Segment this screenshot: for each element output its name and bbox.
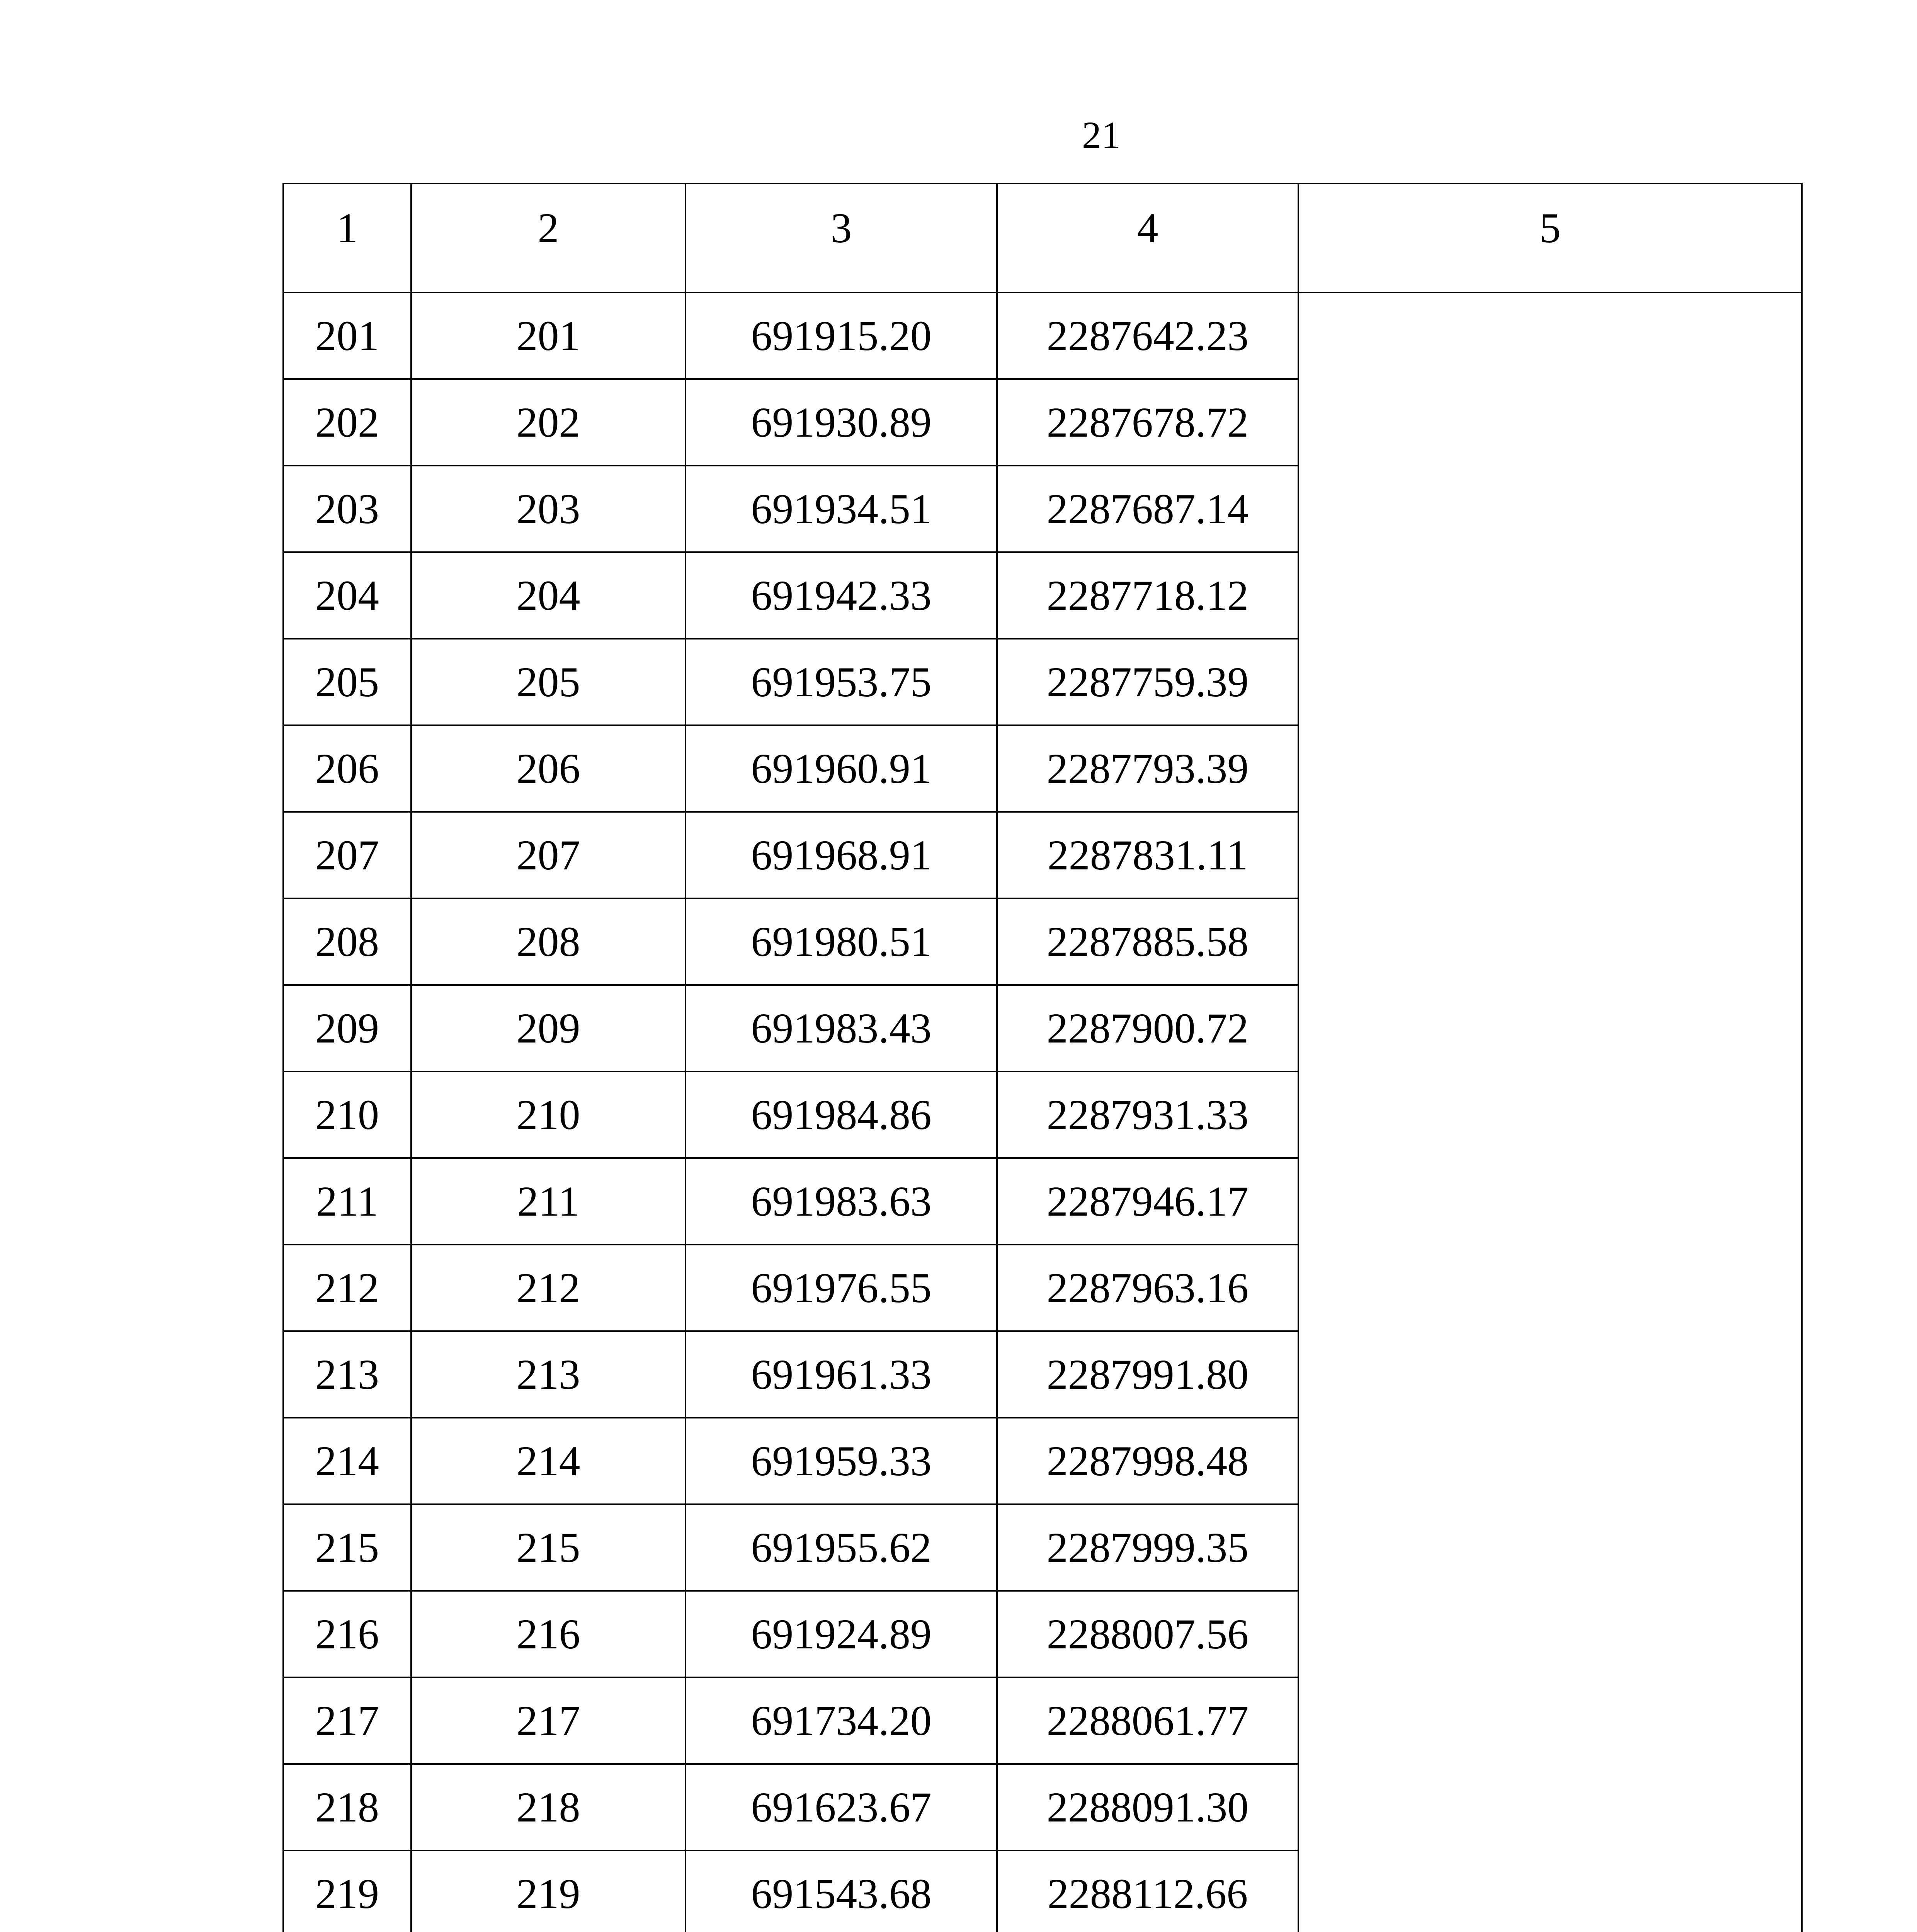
table-cell-col-1: 201 <box>283 293 411 379</box>
table-cell-col-1: 218 <box>283 1764 411 1850</box>
header-row <box>283 184 1802 293</box>
table-cell-col-3: 691983.63 <box>685 1158 997 1245</box>
table-cell-col-4: 2288091.30 <box>997 1764 1298 1850</box>
table-cell-col-3: 691955.62 <box>685 1504 997 1591</box>
header-cell-5: 5 <box>1298 184 1802 293</box>
table-cell-col-1: 219 <box>283 1850 411 1932</box>
table-row <box>283 293 1802 379</box>
table-cell-col-4: 2287931.33 <box>997 1071 1298 1158</box>
table-cell-col-3: 691915.20 <box>685 293 997 379</box>
header-cell-4: 4 <box>997 184 1298 293</box>
table-cell-col-1: 203 <box>283 466 411 552</box>
table-cell-col-4: 2287831.11 <box>997 812 1298 898</box>
table-cell-col-3: 691980.51 <box>685 898 997 985</box>
table-cell-col-3: 691930.89 <box>685 379 997 466</box>
table-cell-col-4: 2287998.48 <box>997 1418 1298 1504</box>
table-cell-col-4: 2287999.35 <box>997 1504 1298 1591</box>
coordinates-table <box>282 183 1803 1932</box>
header-cell-2: 2 <box>411 184 685 293</box>
table-cell-col-4: 2288112.66 <box>997 1850 1298 1932</box>
table-cell-col-1: 202 <box>283 379 411 466</box>
table-cell-col-3: 691983.43 <box>685 985 997 1071</box>
header-cell-3: 3 <box>685 184 997 293</box>
table-cell-col-3: 691934.51 <box>685 466 997 552</box>
table-cell-col-4: 2287678.72 <box>997 379 1298 466</box>
table-cell-col-1: 205 <box>283 639 411 725</box>
table-cell-col-4: 2287963.16 <box>997 1245 1298 1331</box>
table-cell-col-2: 203 <box>411 466 685 552</box>
table-cell-col-2: 213 <box>411 1331 685 1418</box>
table-cell-col-4: 2287759.39 <box>997 639 1298 725</box>
page-number: 21 <box>1082 114 1121 156</box>
table-cell-col-2: 202 <box>411 379 685 466</box>
table-cell-col-3: 691976.55 <box>685 1245 997 1331</box>
table-cell-col-4: 2287718.12 <box>997 552 1298 639</box>
table-cell-col-3: 691623.67 <box>685 1764 997 1850</box>
table-cell-col-3: 691543.68 <box>685 1850 997 1932</box>
table-cell-col-3: 691961.33 <box>685 1331 997 1418</box>
table-cell-col-2: 218 <box>411 1764 685 1850</box>
table-cell-col-4: 2287687.14 <box>997 466 1298 552</box>
table-cell-col-3: 691984.86 <box>685 1071 997 1158</box>
table-cell-col-2: 210 <box>411 1071 685 1158</box>
table-cell-col-4: 2288007.56 <box>997 1591 1298 1677</box>
table-body <box>283 293 1802 1932</box>
table-cell-col-2: 211 <box>411 1158 685 1245</box>
table-cell-col-1: 208 <box>283 898 411 985</box>
table-cell-col-2: 206 <box>411 725 685 812</box>
table-cell-col-1: 207 <box>283 812 411 898</box>
table-cell-col-2: 216 <box>411 1591 685 1677</box>
table-cell-col-3: 691968.91 <box>685 812 997 898</box>
table-cell-col-3: 691953.75 <box>685 639 997 725</box>
table-cell-col-4: 2287900.72 <box>997 985 1298 1071</box>
table-cell-col-2: 217 <box>411 1677 685 1764</box>
table-cell-col-4: 2287793.39 <box>997 725 1298 812</box>
table-cell-col-1: 204 <box>283 552 411 639</box>
table-cell-col-3: 691734.20 <box>685 1677 997 1764</box>
table-cell-col-1: 210 <box>283 1071 411 1158</box>
table-cell-col-2: 201 <box>411 293 685 379</box>
table-cell-col-2: 214 <box>411 1418 685 1504</box>
table-cell-col-2: 207 <box>411 812 685 898</box>
table-cell-col-3: 691942.33 <box>685 552 997 639</box>
table-cell-col-2: 212 <box>411 1245 685 1331</box>
table-cell-col-3: 691960.91 <box>685 725 997 812</box>
table-cell-col-2: 204 <box>411 552 685 639</box>
table-cell-col-2: 208 <box>411 898 685 985</box>
table-cell-col-1: 215 <box>283 1504 411 1591</box>
table-cell-col-2: 215 <box>411 1504 685 1591</box>
table-cell-col-4: 2287946.17 <box>997 1158 1298 1245</box>
table-cell-col-2: 205 <box>411 639 685 725</box>
table-cell-col-1: 212 <box>283 1245 411 1331</box>
table-cell-col-4: 2288061.77 <box>997 1677 1298 1764</box>
table-cell-col-1: 216 <box>283 1591 411 1677</box>
table-cell-col-4: 2287885.58 <box>997 898 1298 985</box>
table-cell-col-1: 214 <box>283 1418 411 1504</box>
table-cell-col-1: 209 <box>283 985 411 1071</box>
table-cell-col-2: 219 <box>411 1850 685 1932</box>
table-cell-col-1: 211 <box>283 1158 411 1245</box>
table-header <box>283 184 1802 293</box>
table-cell-col-4: 2287991.80 <box>997 1331 1298 1418</box>
table-cell-col-1: 206 <box>283 725 411 812</box>
table-cell-col-1: 217 <box>283 1677 411 1764</box>
table-cell-col-3: 691924.89 <box>685 1591 997 1677</box>
table-cell-col-5-merged <box>1298 293 1802 1932</box>
header-cell-1: 1 <box>283 184 411 293</box>
table-cell-col-2: 209 <box>411 985 685 1071</box>
table-cell-col-1: 213 <box>283 1331 411 1418</box>
table-cell-col-3: 691959.33 <box>685 1418 997 1504</box>
table-cell-col-4: 2287642.23 <box>997 293 1298 379</box>
